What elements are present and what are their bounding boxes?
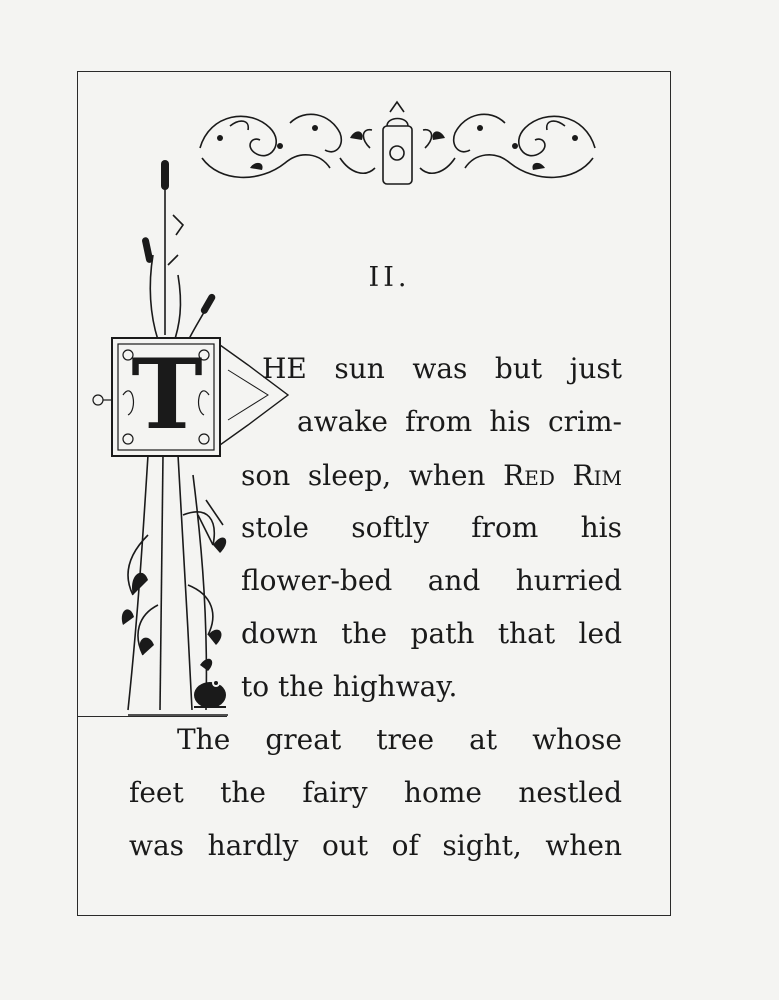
drop-cap: T [131,338,203,451]
text-line: down the path that led [241,617,622,650]
text-line: HE sun was but just [262,352,622,385]
chapter-number: II. [368,262,411,293]
illustration-baseline-rule [77,716,227,717]
text-line [241,459,622,495]
character-name [503,459,622,492]
text-line: flower-bed and hurried [241,564,622,597]
text-line: feet the fairy home nestled [129,776,622,809]
name-rest: IM [593,466,622,490]
name-cap: R [572,459,594,492]
text-segment: son sleep, when [241,459,486,492]
text-line: The great tree at whose [177,723,622,756]
name-rest: ED [524,466,555,490]
text-line: stole softly from his [241,511,622,544]
name-cap: R [503,459,525,492]
text-line: awake from his crim- [297,405,622,438]
frog-icon [194,679,226,708]
text-line: was hardly out of sight, when [129,829,622,862]
text-line: to the highway. [241,670,458,703]
